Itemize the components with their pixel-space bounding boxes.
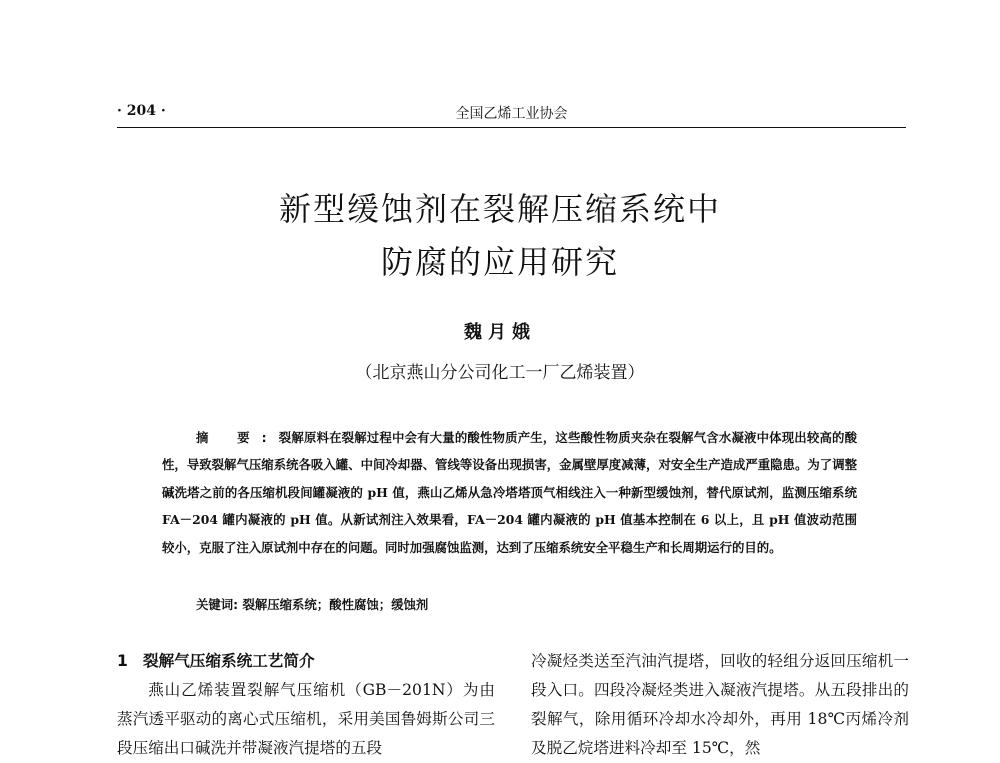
running-header <box>117 100 906 126</box>
abstract <box>162 424 857 561</box>
keywords-text: 裂解压缩系统；酸性腐蚀；缓蚀剂 <box>242 597 429 612</box>
abstract-text: 裂解原料在裂解过程中会有大量的酸性物质产生，这些酸性物质夹杂在裂解气含水凝液中体现出较高的酸性，导致裂解气压缩系统各吸入罐、中间冷却器、管线等设备出现损害，金属壁厚度减薄，对安全生产造成严重隐患。为了调整碱洗塔之前的各压缩机段间罐凝液的 pH 值，燕山乙烯从急冷塔塔顶气相线注入一种新型缓蚀剂，替代原试剂，监测压缩系统 FA－204 罐内凝液的 pH 值。从新试剂注入效果看，FA－204 罐内凝液的 pH 值基本控制在 6 以上，且 pH 值波动范围较小，克服了注入原试剂中存在的问题。同时加强腐蚀监测，达到了压缩系统安全平稳生产和长周期运行的目的。 <box>162 430 857 555</box>
body-column-left <box>117 647 495 763</box>
section-number: 1 <box>117 652 128 670</box>
author-affiliation: （北京燕山分公司化工一厂乙烯装置） <box>355 363 645 383</box>
body-column-right <box>531 647 909 763</box>
journal-name: 全国乙烯工业协会 <box>455 106 568 122</box>
page-number: · 204 · <box>117 103 166 119</box>
section-heading <box>117 647 495 676</box>
section-title: 裂解气压缩系统工艺简介 <box>143 652 315 670</box>
abstract-label: 摘 要: <box>196 430 279 445</box>
header-rule <box>117 127 906 128</box>
keywords <box>196 595 856 613</box>
body-paragraph-left: 燕山乙烯装置裂解气压缩机（GB－201N）为由蒸汽透平驱动的离心式压缩机，采用美国鲁姆斯公司三段压缩出口碱洗并带凝液汽提塔的五段 <box>117 681 495 757</box>
keywords-label: 关键词: <box>196 597 239 612</box>
paper-title-line-1: 新型缓蚀剂在裂解压缩系统中 <box>278 190 721 228</box>
author-name: 魏月娥 <box>464 322 536 343</box>
body-paragraph-right: 冷凝烃类送至汽油汽提塔，回收的轻组分返回压缩机一段入口。四段冷凝烃类进入凝液汽提塔。从五段排出的裂解气，除用循环冷却水冷却外，再用 18℃丙烯冷剂及脱乙烷塔进料冷却至 15℃，然 <box>531 652 909 757</box>
paper-title-line-2: 防腐的应用研究 <box>380 243 619 281</box>
